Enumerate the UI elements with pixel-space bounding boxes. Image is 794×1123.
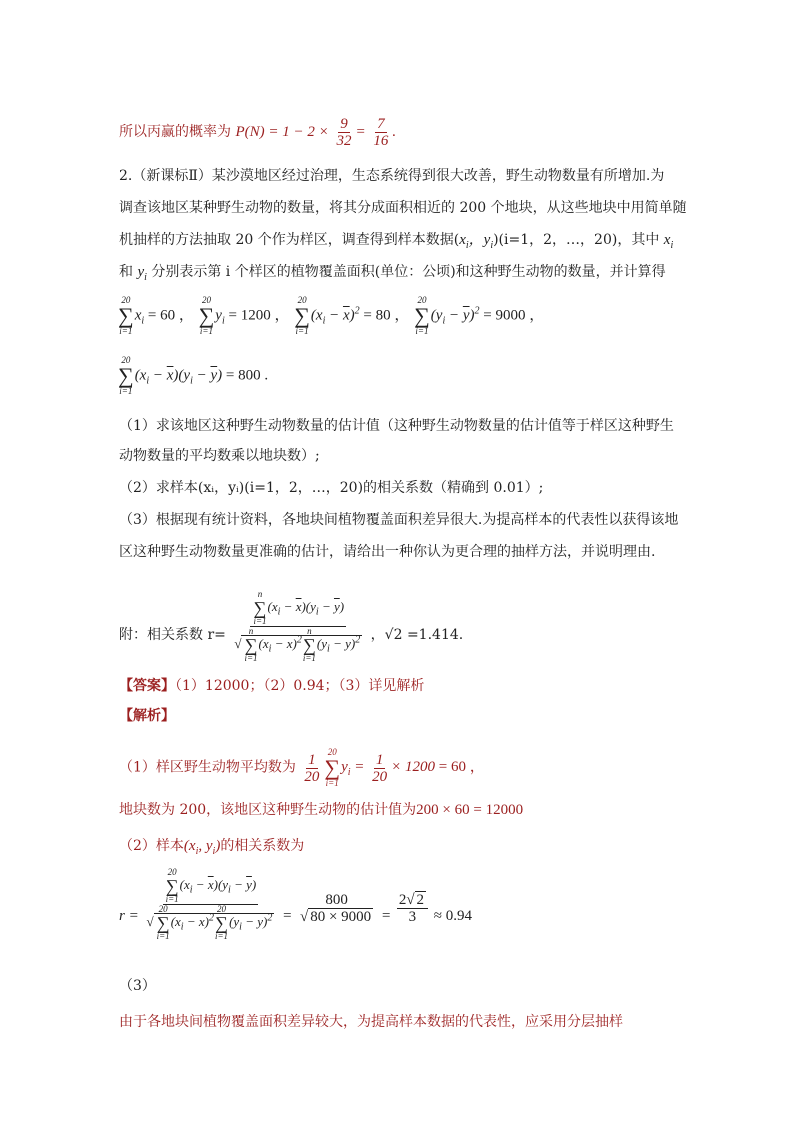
prev-conclusion-text: 所以丙赢的概率为: [119, 123, 231, 140]
analysis-step-3: （3）: [119, 978, 156, 994]
question-3b: 区这种野生动物数量更准确的估计，请给出一种你认为更合理的抽样方法，并说明理由.: [119, 544, 656, 560]
answer-text: （1）12000；（2）0.94；（3）详见解析: [175, 678, 425, 694]
correlation-result: r = 20 ∑ i=1 $(x_i - \overline{x})(y_i - \overline{y})$ √ 20 ∑ i=1 $(x_i - \overline{x})^2$ 20 ∑ i=1 $(y_i - \overline{y})^2$ = $\frac{800}{√ 80 \times 9000}$ = $\frac{2√ 2}{3}$ ≈ 0.94: [119, 867, 473, 941]
attachment-formula: 附：相关系数 r= n ∑ i=1 $(x_i - \overline{x})(y_i - \overline{y})$ √ n ∑ i=1 $(x_i - \overline{x})^2$ n ∑ i=1 $(y_i - \overline{y})^2$ ，√2 =1.414.: [119, 589, 464, 663]
problem-line-3: 机抽样的方法抽取 20 个作为样区，调查得到样本数据($x_i$，$y_i)(i=1$，2，…，20)，其中 $x_i$: [119, 232, 674, 251]
analysis-step-1b: 地块数为 200，该地区这种野生动物的估计值为200 × 60 = 12000: [119, 802, 524, 818]
problem-line-1: 2.（新课标Ⅱ）某沙漠地区经过治理，生态系统得到很大改善，野生动物数量有所增加.为: [119, 168, 665, 184]
question-3a: （3）根据现有统计资料，各地块间植物覆盖面积差异很大.为提高样本的代表性以获得该地: [119, 512, 679, 528]
fraction-9-32: $\frac{9}{32}$: [336, 116, 352, 149]
question-2: （2）求样本(xᵢ，yᵢ)(i=1，2，…，20)的相关系数（精确到 0.01）;: [119, 480, 544, 496]
given-sums-row: 20 ∑ i=1 $x_i = 60$ ， 20 ∑ i=1 $y_i = 1200$ ， 20 ∑ i=1 $(x_i - \overline{x})^2 = 80$ ， 20 ∑ i=1 $(y_i - \overline{y})^2 = 9000$ ，: [118, 295, 545, 336]
analysis-step-3-text: 由于各地块间植物覆盖面积差异较大，为提高样本数据的代表性，应采用分层抽样: [119, 1014, 623, 1030]
given-sum-xy: 20 ∑ i=1 $(x_i - \overline{x})(y_i - \overline{y}) = 800$ .: [118, 355, 269, 396]
question-1b: 动物数量的平均数乘以地块数）;: [119, 448, 320, 464]
analysis-step-2: （2）样本($x_i$, $y_i$)的相关系数为: [119, 838, 305, 857]
problem-line-4: 和 $y_i$ 分别表示第 i 个样区的植物覆盖面积(单位：公顷)和这种野生动物的数量，并计算得: [119, 264, 666, 283]
correlation-fraction: n ∑ i=1 $(x_i - \overline{x})(y_i - \overline{y})$ √ n ∑ i=1 $(x_i - \overline{x})^2$ n ∑ i=1 $(y_i - \overline{y})^2$: [234, 589, 361, 663]
answer-line: [119, 676, 424, 696]
prev-formula: P(N) = 1 − 2 × $\frac{9}{32}$ = $\frac{7}{16}$ .: [235, 116, 397, 149]
analysis-label: 【解析】: [119, 708, 175, 724]
question-1a: （1）求该地区这种野生动物数量的估计值（这种野生动物数量的估计值等于样区这种野生: [119, 418, 674, 434]
problem-line-2: 调查该地区某种野生动物的数量，将其分成面积相近的 200 个地块，从这些地块中用简单随: [119, 200, 687, 216]
prev-conclusion: [119, 116, 396, 149]
answer-label: 【答案】: [119, 678, 175, 694]
fraction-7-16: $\frac{7}{16}$: [373, 116, 389, 149]
analysis-step-1: （1）样区野生动物平均数为 $\frac{1}{20}$ 20 ∑ i=1 $y_i$ = $\frac{1}{20}$ × 1200 = 60 ，: [119, 747, 485, 788]
